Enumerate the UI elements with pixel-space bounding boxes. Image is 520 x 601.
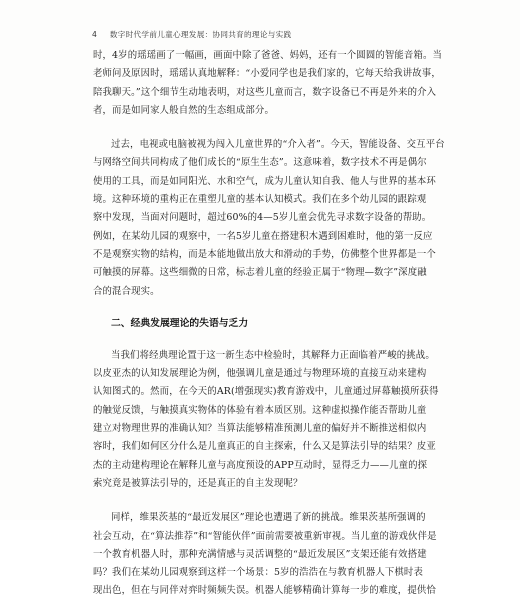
text-line: 过去，电视或电脑被视为闯入儿童世界的“介入者”。今天，智能设备、交互平台 [111,139,445,151]
text-line: 不是观察实物的结构，而是本能地做出放大和滑动的手势，仿佛整个世界都是一个 [93,248,436,260]
running-header [92,29,291,40]
text-line: 例如，在某幼儿园的观察中，一名5岁儿童在搭建积木遇到困难时，他的第一反应 [93,230,433,242]
text-line: 与网络空间共同构成了他们成长的“原生生态”。这意味着，数字技术不再是偶尔 [93,157,427,169]
text-line: 以皮亚杰的认知发展理论为例，他强调儿童是通过与物理环境的直接互动来建构 [93,368,427,380]
text-line: 合的混合现实。 [93,285,160,297]
body-text [93,47,443,601]
text-line: 现出色，但在与同伴对弈时频频失误。机器人能够精确计算每一步的难度，提供恰 [93,585,436,597]
text-line: 建立对物理世界的准确认知？当算法能够精准预测儿童的偏好并不断推送相似内 [93,423,427,435]
page-number: 4 [92,30,98,39]
text-line: 社会互动，在“算法推荐”和“智能伙伴”面前需要被重新审视。当儿童的游戏伙伴是 [93,530,437,542]
text-line: 的触觉反馈，与触摸真实物体的体验有着本质区别。这种虚拟操作能否帮助儿童 [93,404,427,416]
text-line: 容时，我们如何区分什么是儿童真正的自主探索，什么又是算法引导的结果？皮亚 [93,441,436,453]
text-line: 陪我聊天。”这个细节生动地表明，对这些儿童而言，数字设备已不再是外来的介入 [93,86,437,98]
paragraph-4 [93,509,443,600]
paragraph-2 [93,136,443,301]
text-line: 一个教育机器人时，那种充满情感与灵活调整的“最近发展区”支架还能有效搭建 [93,548,427,560]
text-line: 认知图式的。然而，在今天的AR(增强现实)教育游戏中，儿童通过屏幕触摸所获得 [93,386,439,398]
text-line: 境。这种环境的重构正在重塑儿童的基本认知模式。我们在多个幼儿园的跟踪观 [93,194,427,206]
running-title: 数字时代学前儿童心理发展：协同共育的理论与实践 [109,30,292,39]
paragraph-1 [93,47,443,120]
text-line: 同样，维果茨基的“最近发展区”理论也遭遇了新的挑战。维果茨基所强调的 [111,512,426,524]
text-line: 老师问及原因时，瑶瑶认真地解释：“小爱同学也是我们家的，它每天给我讲故事， [93,68,441,80]
section-heading: 二、经典发展理论的失语与乏力 [111,317,249,329]
paragraph-gap [93,120,443,136]
text-line: 杰的主动建构理论在解释儿童与高度预设的APP互动时，显得乏力——儿童的探 [93,459,428,471]
text-line: 察中发现，当面对问题时，超过60%的4—5岁儿童会优先寻求数字设备的帮助。 [93,212,432,224]
text-line: 时，4岁的瑶瑶画了一幅画，画面中除了爸爸、妈妈，还有一个圆圆的智能音箱。当 [93,50,443,61]
text-line: 吗？我们在某幼儿园观察到这样一个场景：5岁的浩浩在与教育机器人下棋时表 [93,567,423,579]
text-line: 者，而是如同家人般自然的生态组成部分。 [93,104,274,116]
paragraph-gap [93,493,443,509]
text-line: 使用的工具，而是如同阳光、水和空气，成为儿童认知自我、他人与世界的基本环 [93,175,436,187]
text-line: 索究竟是被算法引导的，还是真正的自主发现呢？ [93,477,303,489]
paragraph-3 [93,347,443,493]
text-line: 当我们将经典理论置于这一新生态中检验时，其解释力正面临着严峻的挑战。 [111,349,435,361]
text-line: 可触摸的屏幕。这些细微的日常，标志着儿童的经验正属于“物理—数字”深度融 [93,267,427,279]
